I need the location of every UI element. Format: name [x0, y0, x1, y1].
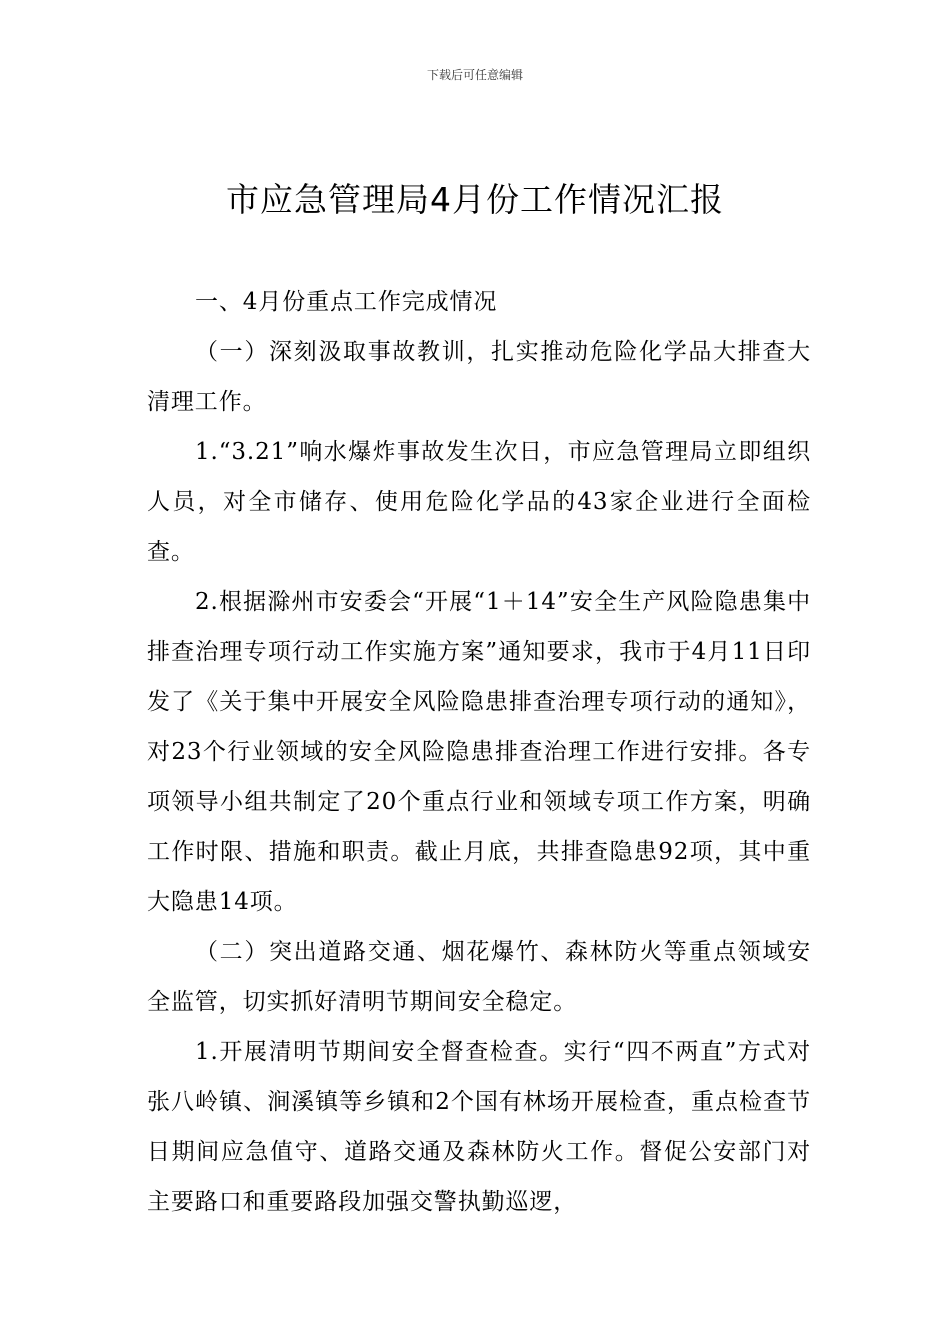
subsection-heading-2: （二）突出道路交通、烟花爆竹、森林防火等重点领域安全监管，切实抓好清明节期间安全稳定。: [147, 939, 811, 1015]
document-body: [147, 277, 811, 1227]
paragraph-item-2: 2.根据滁州市安委会“开展“1＋14”安全生产风险隐患集中排查治理专项行动工作实施方案”通知要求，我市于4月11日印发了《关于集中开展安全风险隐患排查治理专项行动的通知》，对23个行业领域的安全风险隐患排查治理工作进行安排。各专项领导小组共制定了20个重点行业和领域专项工作方案，明确工作时限、措施和职责。截止月底，共排查隐患92项，其中重大隐患14项。: [147, 589, 811, 915]
header-note: 下载后可任意编辑: [426, 68, 523, 82]
subsection-heading-1: （一）深刻汲取事故教训，扎实推动危险化学品大排查大清理工作。: [147, 339, 811, 415]
paragraph-item-1: 1.“3.21”响水爆炸事故发生次日，市应急管理局立即组织人员，对全市储存、使用危险化学品的43家企业进行全面检查。: [147, 439, 811, 565]
document-title: 市应急管理局4月份工作情况汇报: [226, 180, 724, 219]
paragraph-item-3: 1.开展清明节期间安全督查检查。实行“四不两直”方式对张八岭镇、涧溪镇等乡镇和2个国有林场开展检查，重点检查节日期间应急值守、道路交通及森林防火工作。督促公安部门对主要路口和重要路段加强交警执勤巡逻，: [147, 1039, 811, 1215]
section-heading-1: 一、4月份重点工作完成情况: [195, 289, 498, 315]
